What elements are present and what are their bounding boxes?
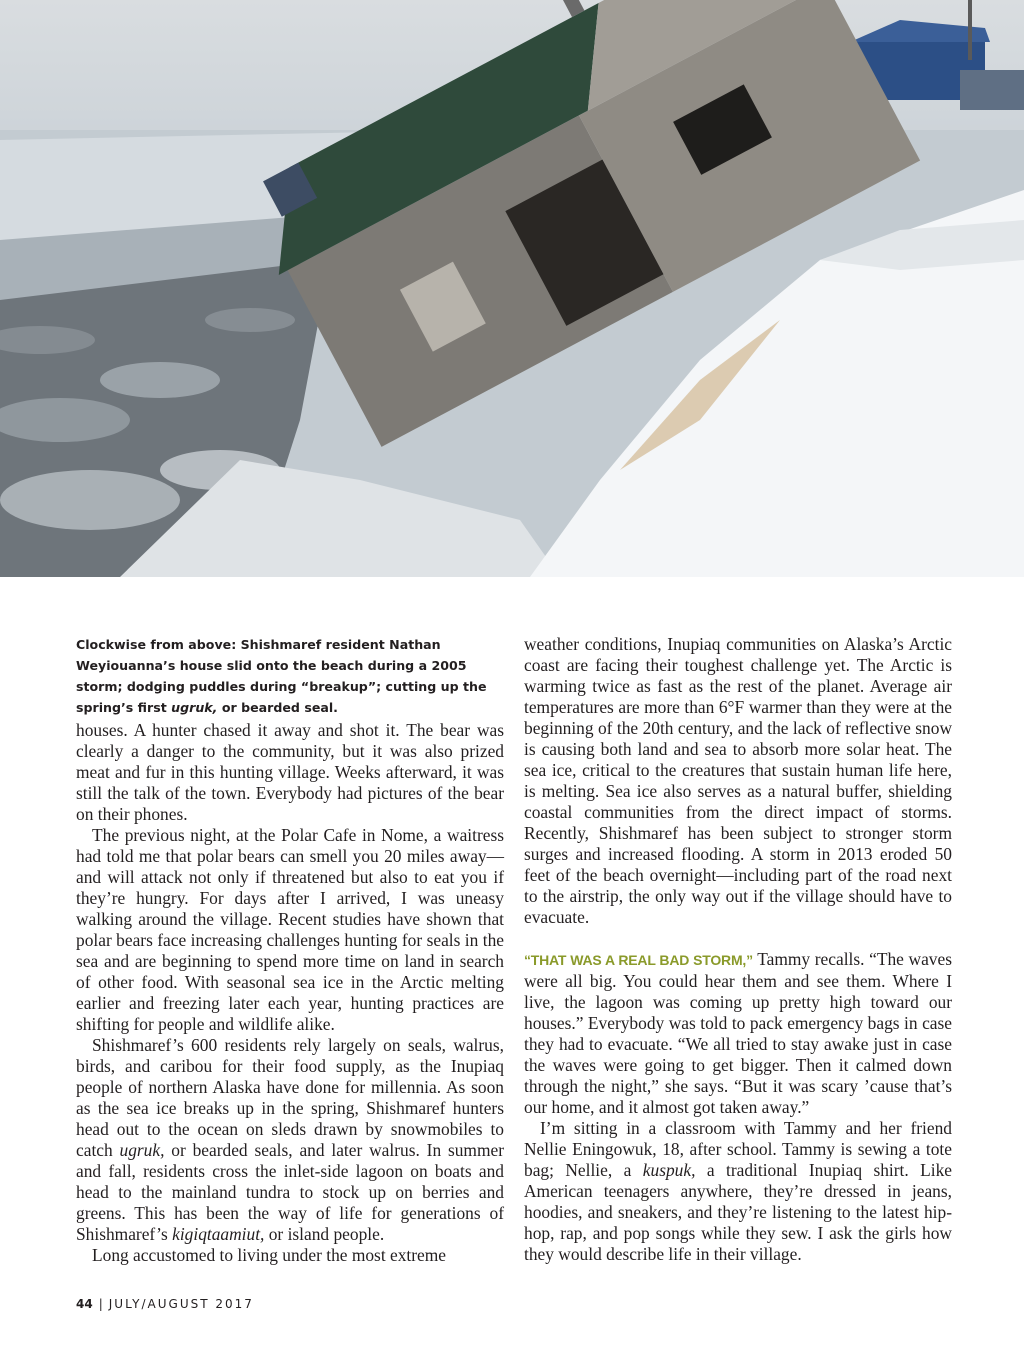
paragraph bbox=[76, 1035, 504, 1245]
article-column-right bbox=[524, 634, 952, 1265]
paragraph-text: or island people. bbox=[264, 1224, 385, 1244]
page-number: 44 bbox=[76, 1297, 93, 1311]
paragraph-text: I’m sitting in a classroom with Tammy and her friend Nellie Eningowuk, 18, after school. Tammy is sewing a tote bag; Nellie, a bbox=[524, 1118, 952, 1180]
paragraph: weather conditions, Inupiaq communities on Alaska’s Arctic coast are facing their toughest challenge yet. The Arctic is warming twice as fast as the rest of the planet. Average air temperatures are more than 6°F warmer than they were at the beginning of the 20th century, and the lack of reflective snow is causing both land and sea to absorb more solar heat. The sea ice, critical to the creatures that sustain human life here, is melting. Sea ice also serves as a natural buffer, shielding coastal communities from the direct impact of storms. Recently, Shishmaref has been subject to stronger storm surges and increased flooding. A storm in 2013 eroded 50 feet of the beach overnight—including part of the road next to the airstrip, the only way out if the village should have to evacuate. bbox=[524, 634, 952, 927]
issue-date: JULY/AUGUST 2017 bbox=[108, 1297, 254, 1311]
paragraph: Long accustomed to living under the most extreme bbox=[92, 1245, 447, 1265]
page-footer bbox=[76, 1297, 254, 1311]
paragraph-text: Tammy recalls. “The waves were all big. You could hear them and see them. Where I live, the lagoon was coming up pretty high toward our houses.” Everybody was told to pack emergency bags in case they had to evacuate. “We all tried to stay awake just in case the waves were going to get bigger. Then it calmed down through the night,” she says. “But it was scary ’cause that’s our home, and it almost got taken away.” bbox=[524, 949, 952, 1117]
caption-text-start: Clockwise from above: Shishmaref resident Nathan Weyiouanna’s house slid onto the beach during a 2005 storm; dodging puddles during “breakup”; cutting up the spring’s first bbox=[76, 637, 487, 715]
paragraph-text: a traditional Inupiaq shirt. Like American teenagers anywhere, they’re dressed in jeans, hoodies, and sneakers, and they’re listening to the latest hip-hop, rap, and pop songs while they sew. I ask the girls how they would describe life in their village. bbox=[524, 1160, 952, 1264]
paragraph-text: or bearded seals, and later walrus. In summer and fall, residents cross the inlet-side lagoon on boats and head to the mainland tundra to stock up on berries and greens. This has been the way of life for generations of Shishmaref’s bbox=[76, 1140, 504, 1244]
paragraph-text: Shishmaref’s 600 residents rely largely on seals, walrus, birds, and caribou for their food supply, as the Inupiaq people of northern Alaska have done for millennia. As soon as the sea ice breaks up in the spring, Shishmaref hunters head out to the ocean on sleds drawn by snowmobiles to catch bbox=[76, 1035, 504, 1160]
hero-photo bbox=[0, 0, 1024, 577]
paragraph bbox=[524, 1118, 952, 1265]
term-ugruk: ugruk, bbox=[119, 1140, 165, 1160]
section-lead-in: “THAT WAS A REAL BAD STORM,” bbox=[524, 952, 753, 968]
caption-term-ugruk: ugruk, bbox=[171, 700, 218, 715]
paragraph: houses. A hunter chased it away and shot it. The bear was clearly a danger to the community, but it was also prized meat and fur in this hunting village. Weeks afterward, it was still the talk of the town. Everybody had pictures of the bear on their phones. bbox=[76, 720, 504, 824]
paragraph: The previous night, at the Polar Cafe in Nome, a waitress had told me that polar bears can smell you 20 miles away—and will attack not only if threatened but also to eat you if they’re hungry. For days after I arrived, I was uneasy walking around the village. Recent studies have shown that polar bears face increasing challenges hunting for seals in the sea and are beginning to spend more time on land in search of other food. With seasonal sea ice in the Arctic melting earlier and freezing later each year, hunting practices are shifting for people and wildlife alike. bbox=[76, 825, 504, 1034]
hero-photo-illustration bbox=[0, 0, 1024, 577]
term-kuspuk: kuspuk, bbox=[642, 1160, 696, 1180]
caption-text-end: or bearded seal. bbox=[217, 700, 338, 715]
term-kigiqtaamiut: kigiqtaamiut, bbox=[172, 1224, 265, 1244]
paragraph bbox=[524, 949, 952, 1118]
footer-separator: | bbox=[98, 1297, 103, 1311]
photo-caption bbox=[76, 634, 506, 718]
article-column-left bbox=[76, 720, 504, 1266]
